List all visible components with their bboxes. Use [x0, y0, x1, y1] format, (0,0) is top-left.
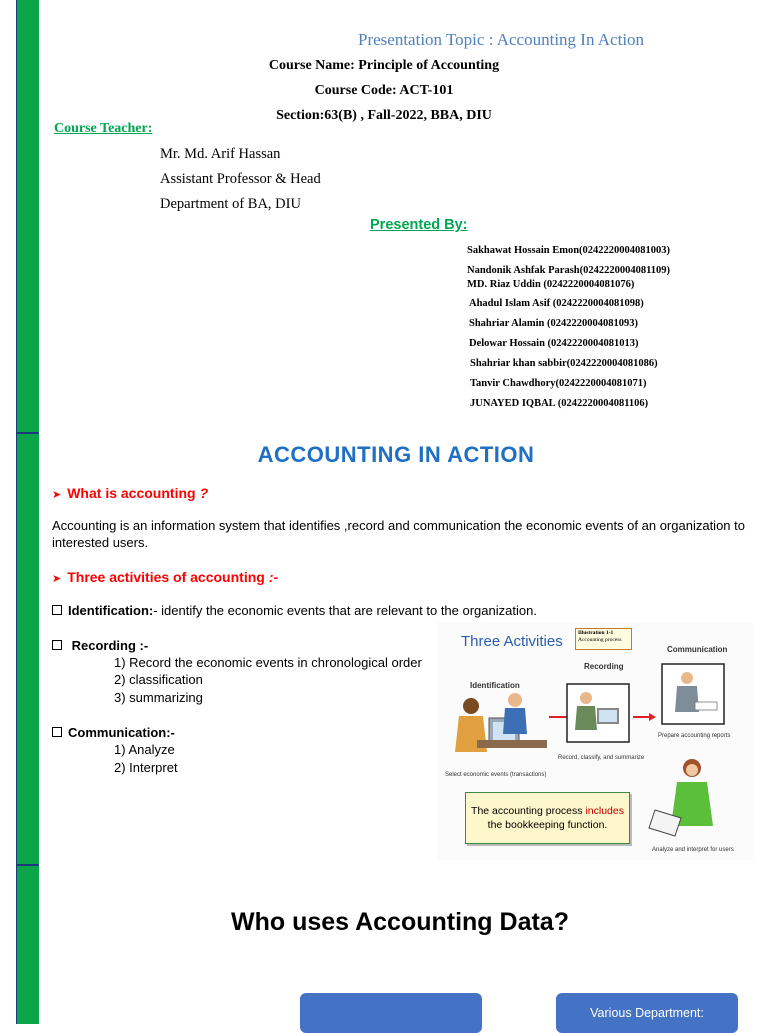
communication-label: Communication:-: [68, 725, 175, 740]
member-name: Shahriar Alamin (0242220004081093): [469, 318, 638, 329]
member-name: Shahriar khan sabbir(0242220004081086): [470, 358, 658, 369]
checkbox-bullet-icon: [52, 640, 62, 650]
card-label: Various Department:: [590, 1006, 704, 1020]
accounting-definition: Accounting is an information system that identifies ,record and communication the economic events of an organization to interested users.: [52, 518, 745, 550]
communication-item: [52, 725, 175, 740]
recording-label: Recording :-: [71, 638, 149, 653]
identification-text: - identify the economic events that are relevant to the organization.: [153, 603, 537, 618]
identification-subcaption: Select economic events (transactions): [445, 772, 547, 778]
illustration-title: Three Activities: [461, 633, 563, 650]
member-name: Nandonik Ashfak Parash(0242220004081109): [467, 265, 671, 276]
member-name: Sakhawat Hossain Emon(0242220004081003): [467, 245, 671, 256]
course-teacher-label: Course Teacher:: [54, 121, 153, 136]
identification-label: Identification:: [68, 603, 154, 618]
presented-by-label: Presented By:: [370, 217, 468, 233]
question-mark: :-: [268, 569, 279, 585]
communication-caption: Communication: [667, 645, 728, 654]
recording-item: [52, 638, 148, 653]
who-uses-heading: Who uses Accounting Data?: [231, 908, 569, 936]
recording-subcaption: Record, classify, and summarize: [558, 755, 645, 761]
teacher-name: Mr. Md. Arif Hassan: [160, 146, 281, 162]
badge-line: Illustration 1-1: [578, 630, 614, 636]
recording-step: 2) classification: [114, 672, 203, 687]
checkbox-bullet-icon: [52, 605, 62, 615]
note-highlight: includes: [585, 805, 624, 817]
teacher-department: Department of BA, DIU: [160, 196, 301, 212]
page-divider-1: [16, 432, 39, 434]
identification-figure-icon: [455, 693, 547, 752]
badge-line: Accounting process: [578, 637, 622, 643]
page-divider-2: [16, 864, 39, 866]
identification-caption: Identification: [470, 681, 520, 690]
course-name: Course Name: Principle of Accounting: [268, 58, 500, 73]
bookkeeping-note: [465, 792, 630, 844]
communication-step: 2) Interpret: [114, 760, 178, 775]
checkbox-bullet-icon: [52, 727, 62, 737]
recording-caption: Recording: [584, 662, 624, 671]
member-name: Tanvir Chawdhory(0242220004081071): [470, 378, 647, 389]
identification-item: [52, 603, 537, 618]
member-name: Ahadul Islam Asif (0242220004081098): [469, 298, 644, 309]
question-text: What is accounting: [67, 485, 196, 501]
illustration-badge: [575, 628, 632, 650]
course-code: Course Code: ACT-101: [314, 83, 454, 98]
users-card-right: [556, 993, 738, 1033]
member-name: Delowar Hossain (0242220004081013): [469, 338, 639, 349]
communication-step: 1) Analyze: [114, 742, 175, 757]
note-text: the bookkeeping function.: [487, 819, 608, 831]
users-card-left: [300, 993, 482, 1033]
users-caption: Analyze and interpret for users: [652, 847, 734, 853]
member-name: JUNAYED IQBAL (0242220004081106): [470, 398, 649, 409]
recording-step: 1) Record the economic events in chronological order: [114, 655, 422, 670]
communication-subcaption: Prepare accounting reports: [658, 733, 731, 739]
arrow-bullet-icon: ➤: [52, 573, 62, 585]
presentation-topic: Presentation Topic : Accounting In Action: [358, 30, 645, 49]
note-text: The accounting process: [471, 805, 586, 817]
section-title: ACCOUNTING IN ACTION: [257, 442, 535, 467]
member-name: MD. Riaz Uddin (0242220004081076): [467, 279, 635, 290]
question-what-is-accounting: [52, 485, 208, 501]
recording-figure-icon: [567, 684, 629, 742]
arrow-right-icon: [633, 713, 656, 721]
recording-step: 3) summarizing: [114, 690, 203, 705]
course-section: Section:63(B) , Fall-2022, BBA, DIU: [276, 108, 492, 123]
reader-figure-icon: [649, 759, 713, 836]
teacher-designation: Assistant Professor & Head: [160, 171, 321, 187]
question-three-activities: [52, 569, 278, 585]
arrow-bullet-icon: ➤: [52, 489, 62, 501]
question-mark: ?: [199, 485, 209, 501]
left-green-bar: [16, 0, 39, 1024]
communication-figure-icon: [662, 664, 724, 724]
question-text: Three activities of accounting: [67, 569, 265, 585]
